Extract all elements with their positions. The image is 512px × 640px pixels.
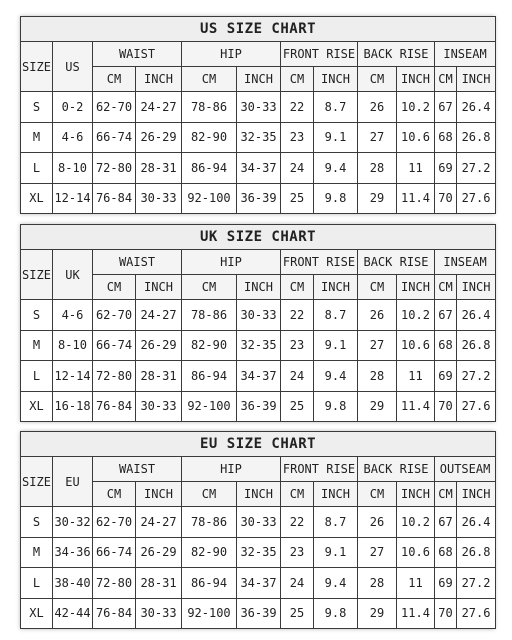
group-header-front-rise: FRONT RISE — [281, 250, 358, 275]
table-cell: 16-18 — [53, 391, 93, 422]
table-cell: L — [21, 361, 53, 392]
table-cell: 78-86 — [182, 507, 237, 538]
table-cell: 12-14 — [53, 183, 93, 214]
unit-header: CM — [358, 275, 397, 300]
unit-header: CM — [281, 275, 314, 300]
unit-header: CM — [435, 482, 457, 507]
unit-header: INCH — [397, 275, 435, 300]
table-cell: 25 — [281, 598, 314, 629]
table-cell: 67 — [435, 92, 457, 123]
table-cell: 26.4 — [457, 92, 496, 123]
unit-header: CM — [435, 275, 457, 300]
table-cell: 28 — [358, 568, 397, 599]
table-cell: 72-80 — [93, 153, 136, 184]
table-cell: M — [21, 330, 53, 361]
region-column-header: UK — [53, 250, 93, 300]
table-cell: 34-37 — [237, 361, 281, 392]
table-row — [21, 391, 496, 422]
region-column-header: EU — [53, 457, 93, 507]
table-cell: 10.6 — [397, 537, 435, 568]
uk-size-chart — [20, 224, 495, 422]
table-cell: 26.8 — [457, 537, 496, 568]
table-cell: 8.7 — [314, 507, 358, 538]
table-cell: 9.1 — [314, 537, 358, 568]
unit-header: CM — [93, 482, 136, 507]
unit-header: INCH — [237, 67, 281, 92]
table-cell: 32-35 — [237, 537, 281, 568]
table-cell: XL — [21, 391, 53, 422]
table-cell: 28 — [358, 153, 397, 184]
unit-header: INCH — [397, 482, 435, 507]
table-cell: 27.2 — [457, 568, 496, 599]
table-cell: 25 — [281, 391, 314, 422]
group-header-front-rise: FRONT RISE — [281, 42, 358, 67]
table-cell: S — [21, 92, 53, 123]
table-cell: 11.4 — [397, 598, 435, 629]
table-cell: 68 — [435, 122, 457, 153]
chart-title: EU SIZE CHART — [21, 432, 496, 457]
table-cell: 11.4 — [397, 391, 435, 422]
table-cell: 9.4 — [314, 568, 358, 599]
table-cell: 68 — [435, 537, 457, 568]
table-cell: 0-2 — [53, 92, 93, 123]
table-cell: 69 — [435, 568, 457, 599]
table-cell: 66-74 — [93, 122, 136, 153]
unit-header: CM — [281, 67, 314, 92]
table-row — [21, 361, 496, 392]
table-cell: 67 — [435, 507, 457, 538]
table-cell: 30-33 — [237, 300, 281, 331]
table-cell: 92-100 — [182, 183, 237, 214]
table-cell: 28-31 — [136, 361, 182, 392]
table-cell: XL — [21, 183, 53, 214]
table-cell: 24 — [281, 361, 314, 392]
table-cell: 34-37 — [237, 568, 281, 599]
table-cell: 9.1 — [314, 122, 358, 153]
unit-header: CM — [182, 67, 237, 92]
table-cell: 8.7 — [314, 92, 358, 123]
table-row — [21, 92, 496, 123]
unit-header: CM — [182, 275, 237, 300]
table-cell: 30-32 — [53, 507, 93, 538]
unit-header: CM — [93, 275, 136, 300]
us-size-table — [20, 16, 496, 214]
unit-header: INCH — [314, 275, 358, 300]
table-row — [21, 122, 496, 153]
table-cell: 70 — [435, 391, 457, 422]
group-header-hip: HIP — [182, 42, 281, 67]
table-cell: 42-44 — [53, 598, 93, 629]
table-cell: 62-70 — [93, 507, 136, 538]
table-cell: 8-10 — [53, 153, 93, 184]
table-row — [21, 507, 496, 538]
region-column-header: US — [53, 42, 93, 92]
table-cell: 27 — [358, 330, 397, 361]
table-cell: 30-33 — [136, 183, 182, 214]
table-cell: 27 — [358, 537, 397, 568]
table-cell: 86-94 — [182, 361, 237, 392]
table-cell: 92-100 — [182, 391, 237, 422]
table-row — [21, 183, 496, 214]
table-cell: 29 — [358, 391, 397, 422]
table-cell: 67 — [435, 300, 457, 331]
table-cell: 11 — [397, 361, 435, 392]
unit-header: INCH — [457, 482, 496, 507]
table-cell: 23 — [281, 122, 314, 153]
us-size-chart — [20, 16, 495, 214]
table-cell: 24-27 — [136, 300, 182, 331]
table-cell: 29 — [358, 183, 397, 214]
table-cell: 36-39 — [237, 598, 281, 629]
table-cell: 26-29 — [136, 122, 182, 153]
table-cell: 36-39 — [237, 183, 281, 214]
table-cell: 22 — [281, 507, 314, 538]
table-cell: 26.8 — [457, 122, 496, 153]
table-cell: 82-90 — [182, 330, 237, 361]
table-cell: 82-90 — [182, 122, 237, 153]
chart-title: UK SIZE CHART — [21, 225, 496, 250]
table-cell: 10.2 — [397, 507, 435, 538]
table-cell: 92-100 — [182, 598, 237, 629]
table-cell: 24 — [281, 568, 314, 599]
unit-header: CM — [358, 67, 397, 92]
group-header-back-rise: BACK RISE — [358, 42, 435, 67]
size-column-header: SIZE — [21, 457, 53, 507]
table-cell: 23 — [281, 537, 314, 568]
table-cell: 26.8 — [457, 330, 496, 361]
table-cell: 9.1 — [314, 330, 358, 361]
table-cell: 28-31 — [136, 153, 182, 184]
table-cell: 24 — [281, 153, 314, 184]
unit-header: CM — [435, 67, 457, 92]
table-cell: 8-10 — [53, 330, 93, 361]
table-cell: M — [21, 537, 53, 568]
unit-header: CM — [182, 482, 237, 507]
table-cell: 9.4 — [314, 361, 358, 392]
table-cell: 26.4 — [457, 300, 496, 331]
table-cell: 11.4 — [397, 183, 435, 214]
unit-header: INCH — [397, 67, 435, 92]
table-cell: 9.8 — [314, 598, 358, 629]
table-cell: 10.6 — [397, 330, 435, 361]
table-cell: 25 — [281, 183, 314, 214]
table-cell: 72-80 — [93, 361, 136, 392]
table-cell: 30-33 — [136, 598, 182, 629]
unit-header: INCH — [136, 482, 182, 507]
table-cell: S — [21, 507, 53, 538]
table-cell: 32-35 — [237, 330, 281, 361]
group-header-waist: WAIST — [93, 42, 182, 67]
table-cell: 28-31 — [136, 568, 182, 599]
table-cell: 11 — [397, 153, 435, 184]
table-cell: M — [21, 122, 53, 153]
unit-header: CM — [358, 482, 397, 507]
unit-header: INCH — [237, 482, 281, 507]
table-cell: 78-86 — [182, 300, 237, 331]
table-cell: 27 — [358, 122, 397, 153]
table-cell: 26-29 — [136, 537, 182, 568]
table-cell: XL — [21, 598, 53, 629]
table-cell: 27.2 — [457, 153, 496, 184]
table-cell: 26 — [358, 92, 397, 123]
table-cell: 26 — [358, 507, 397, 538]
unit-header: INCH — [457, 275, 496, 300]
unit-header: INCH — [457, 67, 496, 92]
table-cell: 23 — [281, 330, 314, 361]
table-cell: 76-84 — [93, 391, 136, 422]
unit-header: INCH — [136, 67, 182, 92]
table-cell: 22 — [281, 92, 314, 123]
table-cell: 86-94 — [182, 153, 237, 184]
group-header-outseam: OUTSEAM — [435, 457, 496, 482]
unit-header: INCH — [136, 275, 182, 300]
chart-title: US SIZE CHART — [21, 17, 496, 42]
unit-header: INCH — [314, 67, 358, 92]
table-cell: 26 — [358, 300, 397, 331]
table-cell: 29 — [358, 598, 397, 629]
table-cell: 4-6 — [53, 300, 93, 331]
group-header-hip: HIP — [182, 457, 281, 482]
group-header-back-rise: BACK RISE — [358, 457, 435, 482]
table-cell: 70 — [435, 598, 457, 629]
table-cell: 78-86 — [182, 92, 237, 123]
group-header-waist: WAIST — [93, 457, 182, 482]
table-cell: 82-90 — [182, 537, 237, 568]
table-cell: 8.7 — [314, 300, 358, 331]
table-cell: 10.6 — [397, 122, 435, 153]
size-column-header: SIZE — [21, 42, 53, 92]
table-cell: 12-14 — [53, 361, 93, 392]
table-cell: 36-39 — [237, 391, 281, 422]
table-cell: 9.8 — [314, 183, 358, 214]
table-cell: 72-80 — [93, 568, 136, 599]
group-header-back-rise: BACK RISE — [358, 250, 435, 275]
table-cell: 24-27 — [136, 507, 182, 538]
table-cell: 30-33 — [237, 92, 281, 123]
table-cell: 34-36 — [53, 537, 93, 568]
group-header-waist: WAIST — [93, 250, 182, 275]
table-cell: 10.2 — [397, 92, 435, 123]
table-cell: 68 — [435, 330, 457, 361]
table-cell: 9.4 — [314, 153, 358, 184]
table-row — [21, 568, 496, 599]
table-cell: 69 — [435, 153, 457, 184]
table-cell: 26.4 — [457, 507, 496, 538]
table-cell: 76-84 — [93, 183, 136, 214]
table-cell: 30-33 — [237, 507, 281, 538]
table-row — [21, 330, 496, 361]
group-header-inseam: INSEAM — [435, 42, 496, 67]
table-cell: 38-40 — [53, 568, 93, 599]
table-row — [21, 598, 496, 629]
table-cell: 9.8 — [314, 391, 358, 422]
table-cell: 76-84 — [93, 598, 136, 629]
table-cell: S — [21, 300, 53, 331]
table-cell: 4-6 — [53, 122, 93, 153]
table-cell: 62-70 — [93, 300, 136, 331]
table-cell: L — [21, 568, 53, 599]
table-cell: 27.2 — [457, 361, 496, 392]
table-cell: 86-94 — [182, 568, 237, 599]
group-header-hip: HIP — [182, 250, 281, 275]
table-cell: L — [21, 153, 53, 184]
unit-header: CM — [281, 482, 314, 507]
group-header-front-rise: FRONT RISE — [281, 457, 358, 482]
table-row — [21, 153, 496, 184]
eu-size-chart — [20, 431, 495, 629]
table-cell: 22 — [281, 300, 314, 331]
eu-size-table — [20, 431, 496, 629]
table-cell: 62-70 — [93, 92, 136, 123]
table-cell: 24-27 — [136, 92, 182, 123]
table-cell: 10.2 — [397, 300, 435, 331]
unit-header: INCH — [237, 275, 281, 300]
table-cell: 66-74 — [93, 330, 136, 361]
table-cell: 27.6 — [457, 183, 496, 214]
table-cell: 34-37 — [237, 153, 281, 184]
uk-size-table — [20, 224, 496, 422]
table-cell: 66-74 — [93, 537, 136, 568]
table-cell: 30-33 — [136, 391, 182, 422]
table-row — [21, 300, 496, 331]
table-cell: 32-35 — [237, 122, 281, 153]
table-row — [21, 537, 496, 568]
table-cell: 69 — [435, 361, 457, 392]
table-cell: 28 — [358, 361, 397, 392]
table-cell: 27.6 — [457, 598, 496, 629]
size-column-header: SIZE — [21, 250, 53, 300]
table-cell: 27.6 — [457, 391, 496, 422]
unit-header: CM — [93, 67, 136, 92]
table-cell: 11 — [397, 568, 435, 599]
table-cell: 26-29 — [136, 330, 182, 361]
table-cell: 70 — [435, 183, 457, 214]
group-header-inseam: INSEAM — [435, 250, 496, 275]
unit-header: INCH — [314, 482, 358, 507]
